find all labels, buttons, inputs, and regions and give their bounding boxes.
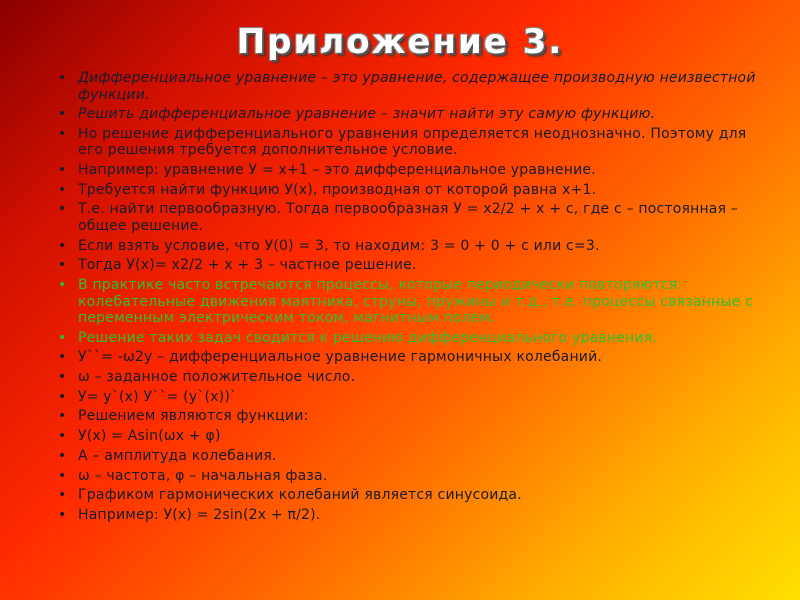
bullet-item: [58, 468, 770, 485]
bullet-dot-icon: •: [58, 408, 67, 425]
bullet-item: [58, 448, 770, 465]
bullet-item: [58, 70, 770, 103]
bullet-item: [58, 182, 770, 199]
bullet-text: Решением являются функции:: [78, 408, 309, 425]
bullet-item: [58, 126, 770, 159]
bullet-item: [58, 162, 770, 179]
bullet-dot-icon: •: [58, 428, 67, 445]
slide-title: Приложение 3.: [236, 22, 564, 62]
bullet-item: [58, 257, 770, 274]
bullet-text: Но решение дифференциального уравнения определяется неоднозначно. Поэтому для его решения требуется дополнительное условие.: [78, 125, 747, 159]
bullet-item: [58, 277, 770, 327]
bullet-item: [58, 106, 770, 123]
bullet-text: ω – заданное положительное число.: [78, 369, 356, 386]
bullet-dot-icon: •: [58, 162, 67, 179]
bullet-dot-icon: •: [58, 125, 67, 142]
bullet-dot-icon: •: [58, 329, 67, 346]
bullet-dot-icon: •: [58, 277, 67, 293]
bullet-dot-icon: •: [58, 106, 67, 123]
bullet-text: Решить дифференциальное уравнение – значит найти эту самую функцию.: [78, 106, 656, 123]
bullet-text: У= у`(х) У``= (у`(х))`: [78, 388, 238, 405]
bullet-dot-icon: •: [58, 349, 67, 366]
bullet-dot-icon: •: [58, 506, 67, 523]
bullet-dot-icon: •: [58, 257, 67, 274]
bullet-text: ω – частота, φ – начальная фаза.: [78, 467, 328, 484]
bullet-text: Например: уравнение У = х+1 – это дифференциальное уравнение.: [78, 162, 596, 179]
bullet-dot-icon: •: [58, 447, 67, 464]
bullet-item: [58, 330, 770, 347]
bullet-item: [58, 238, 770, 255]
bullet-text: Требуется найти функцию У(х), производная от которой равна х+1.: [78, 181, 597, 198]
bullet-dot-icon: •: [58, 237, 67, 254]
bullet-text: У(х) = Asin(ωх + φ): [78, 428, 221, 445]
bullet-dot-icon: •: [58, 467, 67, 484]
bullet-dot-icon: •: [58, 201, 67, 218]
bullet-text: Т.е. найти первообразную. Тогда первообразная У = х2/2 + х + с, где с – постоянная – общее решение.: [78, 201, 739, 234]
bullet-text: В практике часто встречаются процессы, которые периодически повторяются: колебательные движения маятника, струны, пружины и т.д., т.е. процессы связанные с переменным электрическим током, магнитным полем.: [78, 277, 754, 326]
bullet-item: [58, 201, 770, 234]
bullet-text: Если взять условие, что У(0) = 3, то находим: 3 = 0 + 0 + с или с=3.: [78, 237, 600, 254]
bullet-item: [58, 487, 770, 504]
bullet-dot-icon: •: [58, 181, 67, 198]
bullet-item: [58, 428, 770, 445]
bullet-text: А – амплитуда колебания.: [78, 447, 277, 464]
bullet-text: У``= -ω2у – дифференциальное уравнение гармоничных колебаний.: [78, 349, 603, 366]
bullet-dot-icon: •: [58, 487, 67, 504]
bullet-item: [58, 369, 770, 386]
bullet-item: [58, 408, 770, 425]
bullet-item: [58, 507, 770, 524]
bullet-dot-icon: •: [58, 70, 67, 86]
bullet-item: [58, 389, 770, 406]
bullet-dot-icon: •: [58, 369, 67, 386]
bullet-list: [58, 70, 770, 527]
bullet-text: Тогда У(х)= х2/2 + х + 3 – частное решение.: [78, 257, 417, 274]
bullet-dot-icon: •: [58, 388, 67, 405]
bullet-text: Решение таких задач сводится к решению дифференциального уравнения.: [78, 329, 657, 346]
bullet-text: Например: У(х) = 2sin(2х + π/2).: [78, 506, 321, 523]
bullet-text: Графиком гармонических колебаний является синусоида.: [78, 487, 522, 504]
bullet-text: Дифференциальное уравнение – это уравнение, содержащее производную неизвестной функции.: [78, 70, 756, 103]
bullet-item: [58, 349, 770, 366]
